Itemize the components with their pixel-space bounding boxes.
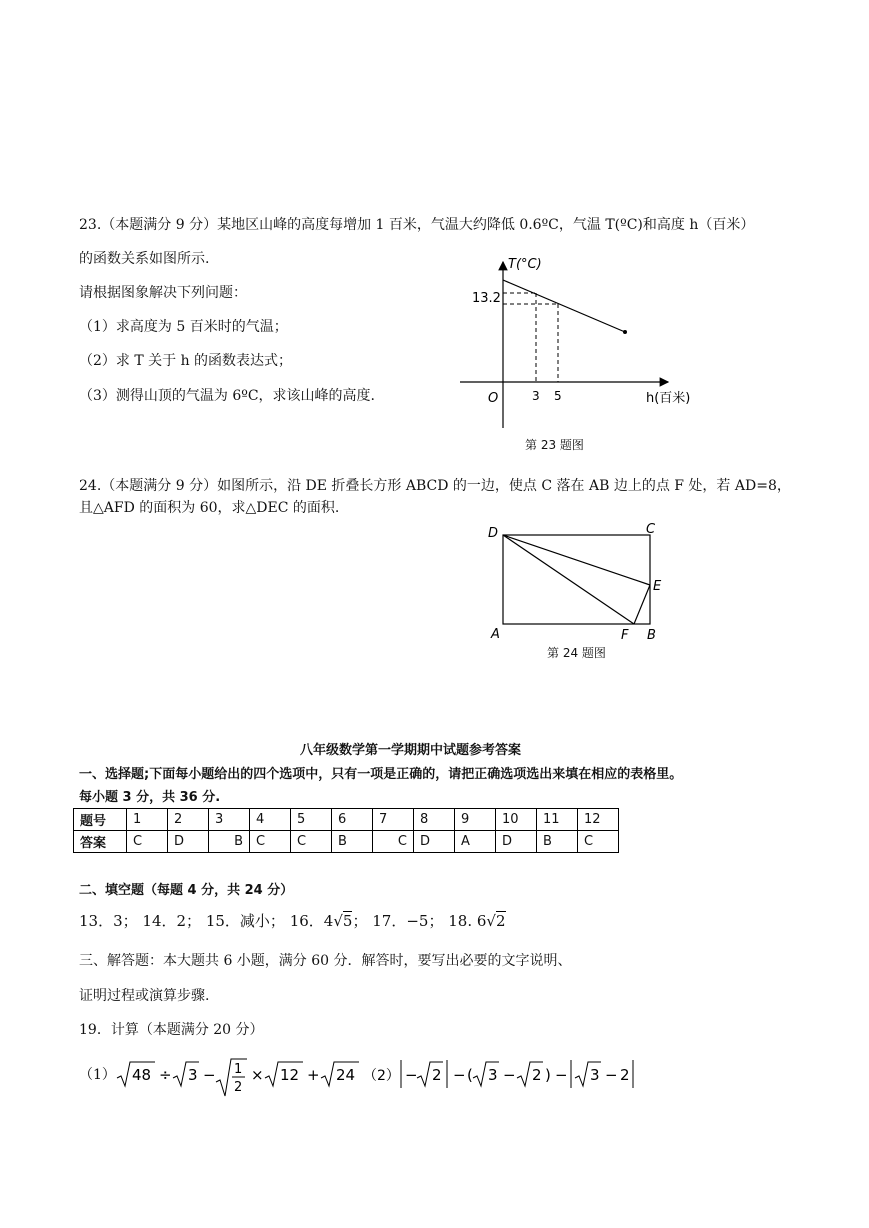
label-c: C	[646, 522, 656, 537]
x-axis-label: h(百米)	[646, 391, 691, 406]
label-a: A	[491, 627, 500, 642]
answers-title: 八年级数学第一学期期中试题参考答案	[300, 743, 522, 758]
ans-cell: D	[168, 831, 209, 853]
q19-part1-label: （1）	[79, 1067, 116, 1083]
ans-16-pre: 16．4	[289, 912, 334, 930]
num-cell: 1	[127, 809, 168, 831]
ans-15: 15．减小；	[205, 912, 285, 930]
sqrt-symbol: √	[333, 912, 343, 930]
minus-sign: −	[605, 1066, 618, 1084]
q23-item1: （1）求高度为 5 百米时的气温；	[79, 319, 288, 335]
times-sign: ×	[251, 1066, 264, 1084]
rad-48-text: 48	[132, 1066, 152, 1084]
q23-caption: 第 23 题图	[525, 438, 584, 452]
q23-graph	[450, 250, 710, 435]
tick-y-label: 13.2	[472, 291, 501, 306]
ans-cell: B	[332, 831, 373, 853]
q24-figure	[480, 515, 680, 645]
y-axis-label: T(°C)	[508, 257, 542, 272]
ans-cell: C	[578, 831, 619, 853]
ans-cell: C	[373, 831, 414, 853]
frac-num: 1	[234, 1062, 243, 1077]
segment-de	[503, 535, 650, 585]
table-ans-label: 答案	[74, 831, 127, 853]
table-row-answers	[74, 831, 619, 853]
ans-17: 17．−5；	[372, 912, 444, 930]
sec1-line1: 一、选择题;下面每小题给出的四个选项中，只有一项是正确的，请把正确选项选出来填在相应的表格里。	[79, 767, 683, 782]
label-b: B	[647, 628, 656, 643]
minus-sign: −	[503, 1066, 516, 1084]
num-cell: 11	[537, 809, 578, 831]
origin-label: O	[488, 391, 499, 406]
ans-cell: C	[127, 831, 168, 853]
div-sign: ÷	[159, 1066, 172, 1084]
q19-heading: 19．计算（本题满分 20 分）	[79, 1022, 264, 1038]
label-d: D	[488, 526, 499, 541]
rad-3c-text: 3	[590, 1066, 600, 1084]
q19-part2-label: （2）	[363, 1068, 400, 1084]
minus-sign: −	[555, 1066, 568, 1084]
sec3-line1: 三、解答题：本大题共 6 小题，满分 60 分．解答时，要写出必要的文字说明、	[79, 953, 572, 969]
q19-formula-svg	[115, 1058, 645, 1098]
ans-14: 14．2；	[142, 912, 202, 930]
q23-item3: （3）测得山顶的气温为 6ºC，求该山峰的高度.	[79, 388, 376, 404]
num-cell: 9	[455, 809, 496, 831]
table-row-numbers	[74, 809, 619, 831]
num-cell: 4	[250, 809, 291, 831]
num-cell: 2	[168, 809, 209, 831]
segment-df	[503, 535, 634, 624]
segment-fe	[634, 585, 650, 624]
end-point	[623, 330, 627, 334]
rad-12-text: 12	[280, 1066, 300, 1084]
num-cell: 10	[496, 809, 537, 831]
ans-cell: B	[537, 831, 578, 853]
rad-2a-text: 2	[432, 1066, 442, 1084]
rad-2b-text: 2	[532, 1066, 542, 1084]
q23-line2: 的函数关系如图所示.	[79, 251, 210, 267]
ans-18-rad: 2	[495, 912, 506, 930]
fill-answers	[79, 910, 506, 931]
q24-line2: 且△AFD 的面积为 60，求△DEC 的面积.	[79, 500, 340, 516]
label-e: E	[653, 579, 662, 594]
neg-sign: −	[405, 1066, 418, 1084]
tick-x-5: 5	[554, 389, 562, 403]
ans-cell: A	[455, 831, 496, 853]
num-cell: 8	[414, 809, 455, 831]
sec2-heading: 二、填空题（每题 4 分，共 24 分）	[79, 883, 294, 898]
q24-caption: 第 24 题图	[547, 646, 606, 660]
minus-sign: −	[203, 1066, 216, 1084]
ans-16-rad: 5	[342, 912, 353, 930]
rectangle-abcd	[503, 535, 650, 624]
two-text: 2	[620, 1066, 630, 1084]
label-f: F	[621, 628, 629, 643]
num-cell: 3	[209, 809, 250, 831]
ans-cell: D	[496, 831, 537, 853]
sqrt-symbol: √	[486, 912, 496, 930]
function-line	[503, 280, 625, 332]
ans-13: 13．3；	[79, 912, 138, 930]
paren-close: )	[545, 1066, 551, 1084]
ans-16-post: ；	[352, 912, 368, 930]
num-cell: 7	[373, 809, 414, 831]
sec1-line2: 每小题 3 分，共 36 分.	[79, 790, 221, 805]
ans-cell: D	[414, 831, 455, 853]
plus-sign: +	[307, 1066, 320, 1084]
minus-sign: −	[453, 1066, 466, 1084]
ans-18-pre: 18. 6	[448, 912, 487, 930]
answer-table	[73, 808, 619, 853]
ans-cell: B	[209, 831, 250, 853]
q23-intro: 请根据图象解决下列问题：	[79, 285, 247, 301]
tick-x-3: 3	[532, 389, 540, 403]
num-cell: 5	[291, 809, 332, 831]
rad-3b-text: 3	[488, 1066, 498, 1084]
rad-3-text: 3	[188, 1066, 198, 1084]
q23-line1: 23.（本题满分 9 分）某地区山峰的高度每增加 1 百米，气温大约降低 0.6ºC，气温 T(ºC)和高度 h（百米）	[79, 217, 755, 233]
paren-open: (	[467, 1066, 473, 1084]
ans-cell: C	[291, 831, 332, 853]
q23-item2: （2）求 T 关于 h 的函数表达式；	[79, 353, 293, 369]
sec3-line2: 证明过程或演算步骤.	[79, 988, 210, 1004]
frac-den: 2	[234, 1080, 243, 1095]
num-cell: 6	[332, 809, 373, 831]
num-cell: 12	[578, 809, 619, 831]
q24-line1: 24.（本题满分 9 分）如图所示，沿 DE 折叠长方形 ABCD 的一边，使点 C 落在 AB 边上的点 F 处，若 AD=8，	[79, 478, 791, 494]
ans-cell: C	[250, 831, 291, 853]
rad-24-text: 24	[336, 1066, 356, 1084]
table-head-label: 题号	[74, 809, 127, 831]
